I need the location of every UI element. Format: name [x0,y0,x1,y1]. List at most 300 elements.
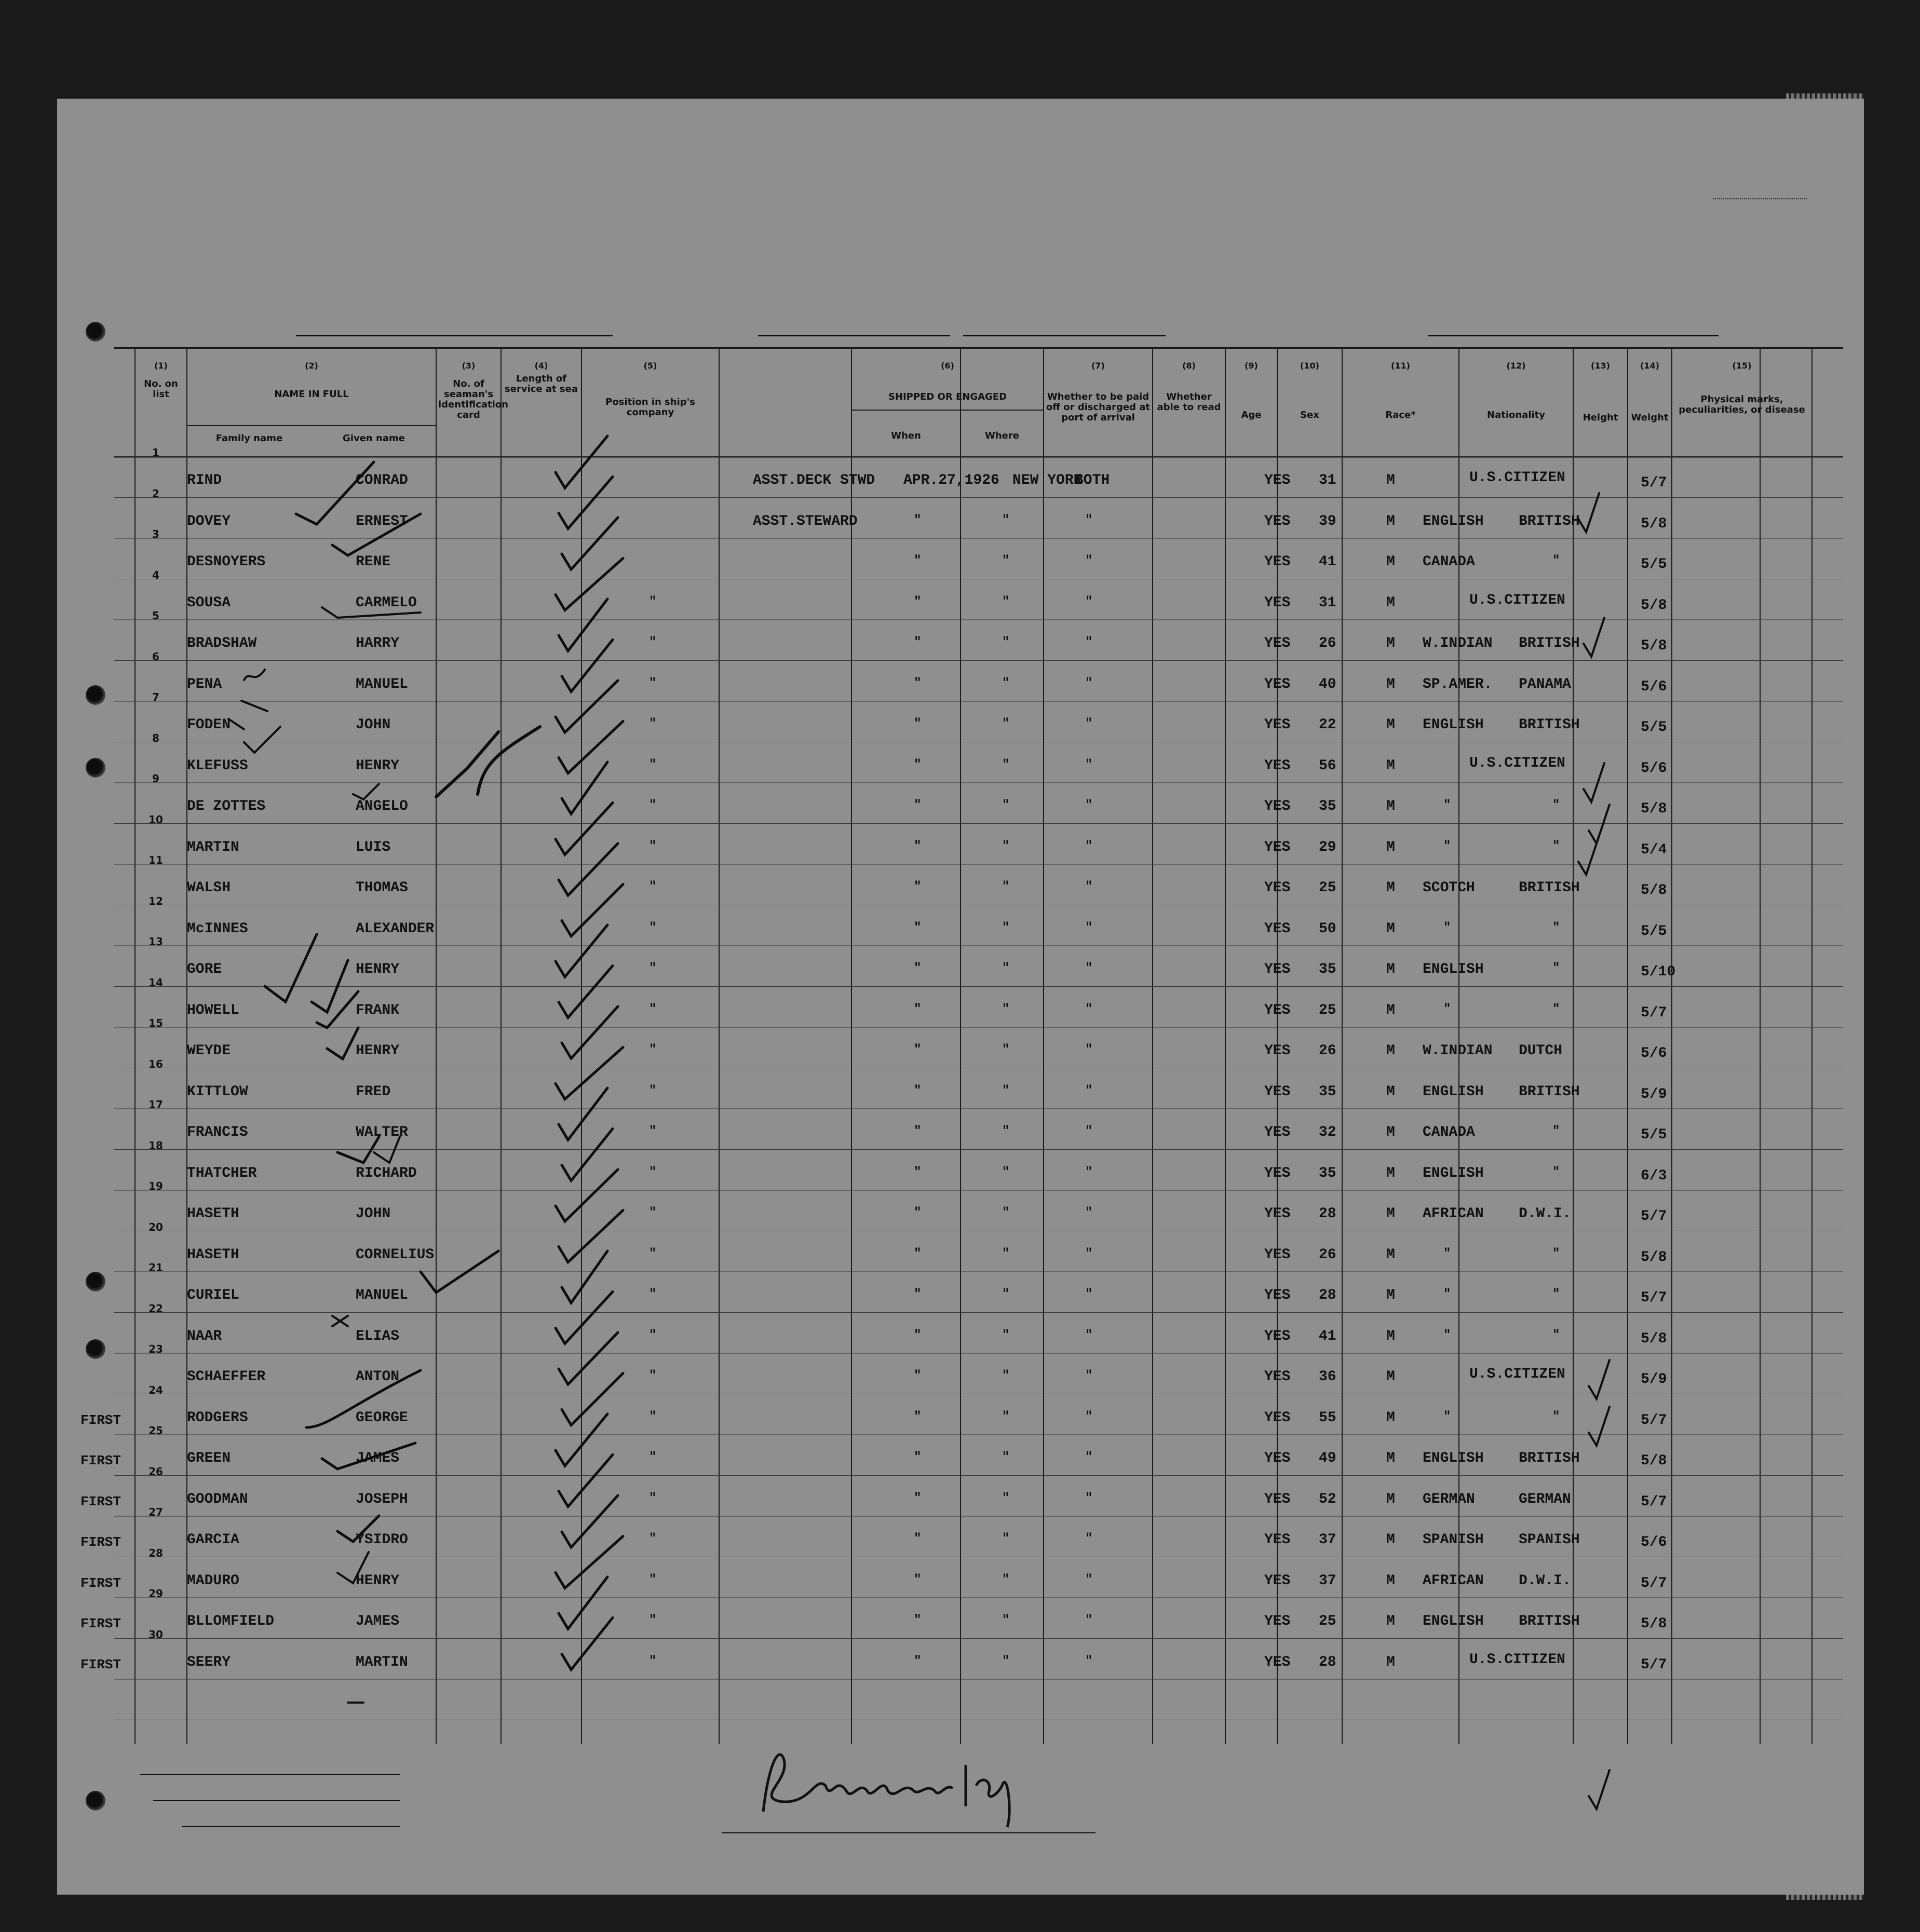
given-name: FRANK [356,1002,400,1018]
family-name: SCHAEFFER [187,1369,266,1385]
height: 5/7 [1641,1493,1667,1510]
row-number: 26 [148,1465,163,1478]
shipped-where: " [1002,1450,1010,1464]
nationality: BRITISH [1519,1450,1580,1466]
shipped-where: " [1002,1613,1010,1627]
age: 28 [1319,1287,1336,1303]
family-name: McINNES [187,920,248,937]
shipped-where: " [1002,798,1010,812]
given-name: RENE [356,554,391,570]
sex: M [1386,1654,1395,1670]
shipped-where: " [1002,1491,1010,1505]
given-name: CONRAD [356,472,408,488]
nationality: " [1552,1002,1560,1016]
age: 25 [1319,880,1336,896]
header-no-on-list: No. on list [144,378,178,400]
family-name: WALSH [187,880,231,896]
given-name: ANGELO [356,798,408,814]
paid-off: " [1085,1409,1093,1424]
header-when: When [891,430,921,441]
shipped-when: " [914,1613,922,1627]
nationality: D.W.I. [1519,1572,1571,1589]
column-number: (6) [941,361,954,371]
age: 39 [1319,513,1336,529]
sex: M [1386,1328,1395,1344]
checkmark-icon [1589,1407,1610,1446]
agents-field [182,1826,400,1827]
sex: M [1386,1287,1395,1303]
age: 35 [1319,798,1336,814]
height: 5/7 [1641,475,1667,491]
sex: M [1386,594,1395,611]
nationality: BRITISH [1519,635,1580,651]
row-number: 13 [148,935,163,948]
race: ENGLISH [1423,1165,1484,1181]
sex: M [1386,1491,1395,1507]
sex: M [1386,920,1395,937]
height: 5/6 [1641,760,1667,777]
given-name: HENRY [356,961,400,977]
race: SP.AMER. [1423,676,1493,692]
shipped-where: " [1002,1369,1010,1383]
age: 31 [1319,594,1336,611]
shipped-where: " [1002,1328,1010,1342]
age: 50 [1319,920,1336,937]
row-number: 20 [148,1220,163,1233]
row-prefix: FIRST [80,1493,121,1509]
row-number: 16 [148,1057,163,1070]
shipped-where: " [1002,1124,1010,1138]
age: 41 [1319,554,1336,570]
family-name: GREEN [187,1450,231,1466]
header-given-name: Given name [343,433,405,444]
family-name: PENA [187,676,222,692]
family-name: RODGERS [187,1409,248,1426]
sex: M [1386,472,1395,488]
paid-off: " [1085,1572,1093,1587]
paid-off: " [1085,1083,1093,1098]
column-number: (5) [643,361,657,371]
family-name: BLLOMFIELD [187,1613,275,1629]
row-number: 6 [152,650,159,663]
able-to-read: YES [1264,880,1291,896]
shipped-where: " [1002,1287,1010,1301]
family-name: MARTIN [187,839,239,855]
family-name: SEERY [187,1654,231,1670]
family-name: KLEFUSS [187,757,248,774]
nationality: " [1552,554,1560,568]
citizen-status: U.S.CITIZEN [1469,1651,1565,1668]
age: 28 [1319,1654,1336,1670]
paid-off: " [1085,1043,1093,1057]
paid-off: " [1085,1613,1093,1627]
checkmark-icon [556,1536,623,1588]
height: 5/8 [1641,1616,1667,1632]
row-number: 1 [152,446,159,459]
height: 5/5 [1641,923,1667,940]
shipped-when: " [914,717,922,731]
race: " [1443,920,1451,935]
given-name: ANTON [356,1369,400,1385]
able-to-read: YES [1264,961,1291,977]
checkmark-icon [327,1028,358,1059]
paid-off: " [1085,676,1093,690]
given-name: HENRY [356,1043,400,1059]
sex: M [1386,1613,1395,1629]
column-number: (8) [1182,361,1196,371]
position: " [649,1083,657,1098]
position: " [649,1043,657,1057]
family-name: GARCIA [187,1532,239,1548]
shipped-where: " [1002,1654,1010,1668]
able-to-read: YES [1264,920,1291,937]
row-number: 12 [148,894,163,907]
shipped-where: " [1002,880,1010,894]
row-prefix: FIRST [80,1453,121,1468]
race: " [1443,1328,1451,1342]
position: " [649,635,657,649]
checkmark-icon [322,607,421,618]
row-number: 17 [148,1098,163,1111]
checkmark-icon [337,1516,379,1542]
paid-off: " [1085,757,1093,772]
row-number: 23 [148,1343,163,1355]
height: 5/8 [1641,515,1667,532]
shipped-when: " [914,961,922,975]
checkmark-icon [312,960,348,1012]
position: " [649,880,657,894]
sex: M [1386,554,1395,570]
sex: M [1386,676,1395,692]
given-name: ALEXANDER [356,920,435,937]
shipped-when: " [914,676,922,690]
column-number: (2) [305,361,318,371]
position: ASST.DECK STWD [753,472,875,488]
height: 5/5 [1641,1127,1667,1143]
paid-off: " [1085,839,1093,853]
position: " [649,594,657,609]
shipped-where: " [1002,757,1010,772]
shipped-where: " [1002,1002,1010,1016]
height: 5/5 [1641,719,1667,736]
checkmark-icon [244,727,280,753]
manifest-sheet [57,99,1864,1895]
header-nationality: Nationality [1487,410,1545,420]
family-name: HASETH [187,1206,239,1222]
able-to-read: YES [1264,513,1291,529]
able-to-read: YES [1264,1491,1291,1507]
nationality: " [1552,1409,1560,1424]
checkmark-icon [478,727,540,794]
column-number: (1) [154,361,168,371]
height: 5/7 [1641,1208,1667,1224]
shipped-where: " [1002,513,1010,527]
given-name: GEORGE [356,1409,408,1426]
age: 22 [1319,717,1336,733]
shipped-when: " [914,554,922,568]
shipped-where: " [1002,920,1010,935]
position: " [649,1572,657,1587]
checkmark-icon [337,1137,379,1163]
given-name: JOSEPH [356,1491,408,1507]
row-prefix: FIRST [80,1656,121,1672]
line-field [140,1774,400,1775]
checkmark-icon [556,1169,618,1221]
nationality: DUTCH [1519,1043,1563,1059]
sex: M [1386,961,1395,977]
race: ENGLISH [1423,1613,1484,1629]
able-to-read: YES [1264,1369,1291,1385]
given-name: HENRY [356,1572,400,1589]
able-to-read: YES [1264,757,1291,774]
shipped-when: " [914,1450,922,1464]
sex: M [1386,717,1395,733]
age: 28 [1319,1206,1336,1222]
shipped-when: " [914,1287,922,1301]
header-id-card: No. of seaman's identification card [438,378,508,420]
paid-off: " [1085,1124,1093,1138]
race: ENGLISH [1423,513,1484,529]
column-number: (11) [1391,361,1410,371]
paid-off: " [1085,961,1093,975]
given-name: JOHN [356,717,391,733]
inspector-signature [748,1734,1111,1838]
paid-off: BOTH [1075,472,1110,488]
given-name: LUIS [356,839,391,855]
row-number: 29 [148,1587,163,1600]
header-family-name: Family name [215,433,283,444]
given-name: HARRY [356,635,400,651]
height: 5/8 [1641,1330,1667,1347]
able-to-read: YES [1264,1043,1291,1059]
race: SPANISH [1423,1532,1484,1548]
shipped-when: " [914,1124,922,1138]
shipped-when: " [914,798,922,812]
given-name: CARMELO [356,594,417,611]
able-to-read: YES [1264,472,1291,488]
row-prefix: FIRST [80,1412,121,1428]
race: W.INDIAN [1423,635,1493,651]
sex: M [1386,635,1395,651]
paid-off: " [1085,1206,1093,1220]
family-name: BRADSHAW [187,635,257,651]
shipped-when: " [914,1491,922,1505]
shipped-when: " [914,635,922,649]
position: " [649,1409,657,1424]
age: 25 [1319,1613,1336,1629]
family-name: FRANCIS [187,1124,248,1140]
sex: M [1386,757,1395,774]
header-where: Where [985,430,1019,441]
position: " [649,920,657,935]
header-weight: Weight [1631,412,1669,423]
given-name: JAMES [356,1450,400,1466]
paid-off: " [1085,1287,1093,1301]
paid-off: " [1085,1328,1093,1342]
sex: M [1386,1165,1395,1181]
paid-off: " [1085,1369,1093,1383]
column-number: (13) [1591,361,1610,371]
sex: M [1386,1409,1395,1426]
shipped-where: " [1002,1083,1010,1098]
row-number: 30 [148,1628,163,1641]
able-to-read: YES [1264,1083,1291,1100]
position: " [649,1246,657,1261]
position: " [649,1491,657,1505]
row-number: 2 [152,487,159,500]
position: ASST.STEWARD [753,513,858,529]
checkmark-icon [1584,763,1604,802]
able-to-read: YES [1264,1124,1291,1140]
sex: M [1386,1083,1395,1100]
header-name-in-full: NAME IN FULL [274,389,349,400]
height: 5/7 [1641,1656,1667,1673]
shipped-where: " [1002,1043,1010,1057]
given-name: WALTER [356,1124,408,1140]
shipped-where: " [1002,1165,1010,1179]
sex: M [1386,1124,1395,1140]
race: CANADA [1423,554,1475,570]
checkmark-icon [1589,1360,1610,1399]
sex: M [1386,1532,1395,1548]
race: AFRICAN [1423,1572,1484,1589]
race: " [1443,839,1451,853]
nationality: BRITISH [1519,1083,1580,1100]
height: 5/6 [1641,1534,1667,1550]
able-to-read: YES [1264,1206,1291,1222]
nationality: SPANISH [1519,1532,1580,1548]
column-number: (4) [534,361,548,371]
shipped-where: " [1002,1572,1010,1587]
nationality: BRITISH [1519,513,1580,529]
checkmark-icon [559,1088,607,1140]
column-number: (14) [1640,361,1659,371]
given-name: MARTIN [356,1654,408,1670]
nationality: GERMAN [1519,1491,1571,1507]
able-to-read: YES [1264,798,1291,814]
able-to-read: YES [1264,554,1291,570]
checkmark-icon [306,1370,421,1427]
nationality: " [1552,961,1560,975]
nationality: D.W.I. [1519,1206,1571,1222]
row-number: 19 [148,1180,163,1192]
position: " [649,1328,657,1342]
row-number: 22 [148,1302,163,1315]
shipped-where: " [1002,554,1010,568]
row-number: 7 [152,691,159,703]
header-sex: Sex [1300,410,1319,420]
able-to-read: YES [1264,1613,1291,1629]
age: 31 [1319,472,1336,488]
nationality: BRITISH [1519,1613,1580,1629]
checkmark-icon [556,1414,607,1466]
height: 5/4 [1641,841,1667,858]
header-physical-marks: Physical marks, peculiarities, or disease [1679,394,1805,415]
row-number: 28 [148,1546,163,1559]
height: 5/8 [1641,597,1667,614]
shipped-where: NEW YORK [1012,472,1083,488]
given-name: THOMAS [356,880,408,896]
race: " [1443,798,1451,812]
column-number: (7) [1091,361,1105,371]
height: 5/9 [1641,1371,1667,1387]
checkmark-icon [559,599,607,651]
shipped-where: " [1002,961,1010,975]
height: 5/6 [1641,678,1667,695]
race: ENGLISH [1423,961,1484,977]
row-number: 5 [152,609,159,622]
row-prefix: FIRST [80,1616,121,1631]
shipped-when: " [914,1206,922,1220]
checkmark-icon [556,925,607,977]
age: 41 [1319,1328,1336,1344]
race: " [1443,1409,1451,1424]
height: 5/7 [1641,1290,1667,1306]
header-position: Position in ship's company [605,397,695,418]
age: 55 [1319,1409,1336,1426]
family-name: THATCHER [187,1165,257,1181]
checkmark-icon [421,1251,498,1292]
shipped-when: " [914,1083,922,1098]
checkmark-icon [332,1316,348,1326]
shipped-when: " [914,920,922,935]
checkmark-icon [556,436,607,488]
position: " [649,717,657,731]
age: 35 [1319,1165,1336,1181]
handwritten-checkmarks [57,99,1864,1895]
family-name: RIND [187,472,222,488]
race: ENGLISH [1423,717,1484,733]
shipped-when: " [914,513,922,527]
row-number: 21 [148,1261,163,1274]
shipped-when: " [914,1369,922,1383]
checkmark-icon [559,1577,607,1629]
checkmark-icon [244,670,265,680]
position: " [649,1165,657,1179]
sex: M [1386,513,1395,529]
row-number: 4 [152,568,159,581]
shipped-where: " [1002,717,1010,731]
able-to-read: YES [1264,1165,1291,1181]
family-name: NAAR [187,1328,222,1344]
inspector-field [722,1832,1096,1833]
shipped-where: " [1002,594,1010,609]
able-to-read: YES [1264,676,1291,692]
checkmark-icon [353,784,379,799]
shipped-where: " [1002,1409,1010,1424]
able-to-read: YES [1264,1654,1291,1670]
position: " [649,961,657,975]
age: 26 [1319,635,1336,651]
paid-off: " [1085,880,1093,894]
family-name: DESNOYERS [187,554,266,570]
shipped-when: " [914,1409,922,1424]
nationality: " [1552,798,1560,812]
family-name: DOVEY [187,513,231,529]
position: " [649,1369,657,1383]
position: " [649,676,657,690]
age: 36 [1319,1369,1336,1385]
family-name: SOUSA [187,594,231,611]
paid-off: " [1085,554,1093,568]
column-number: (12) [1506,361,1526,371]
family-name: MADURO [187,1572,239,1589]
checkmark-icon [241,701,267,711]
position: " [649,1450,657,1464]
checkmark-icon [556,681,618,732]
sex: M [1386,839,1395,855]
shipped-where: " [1002,839,1010,853]
